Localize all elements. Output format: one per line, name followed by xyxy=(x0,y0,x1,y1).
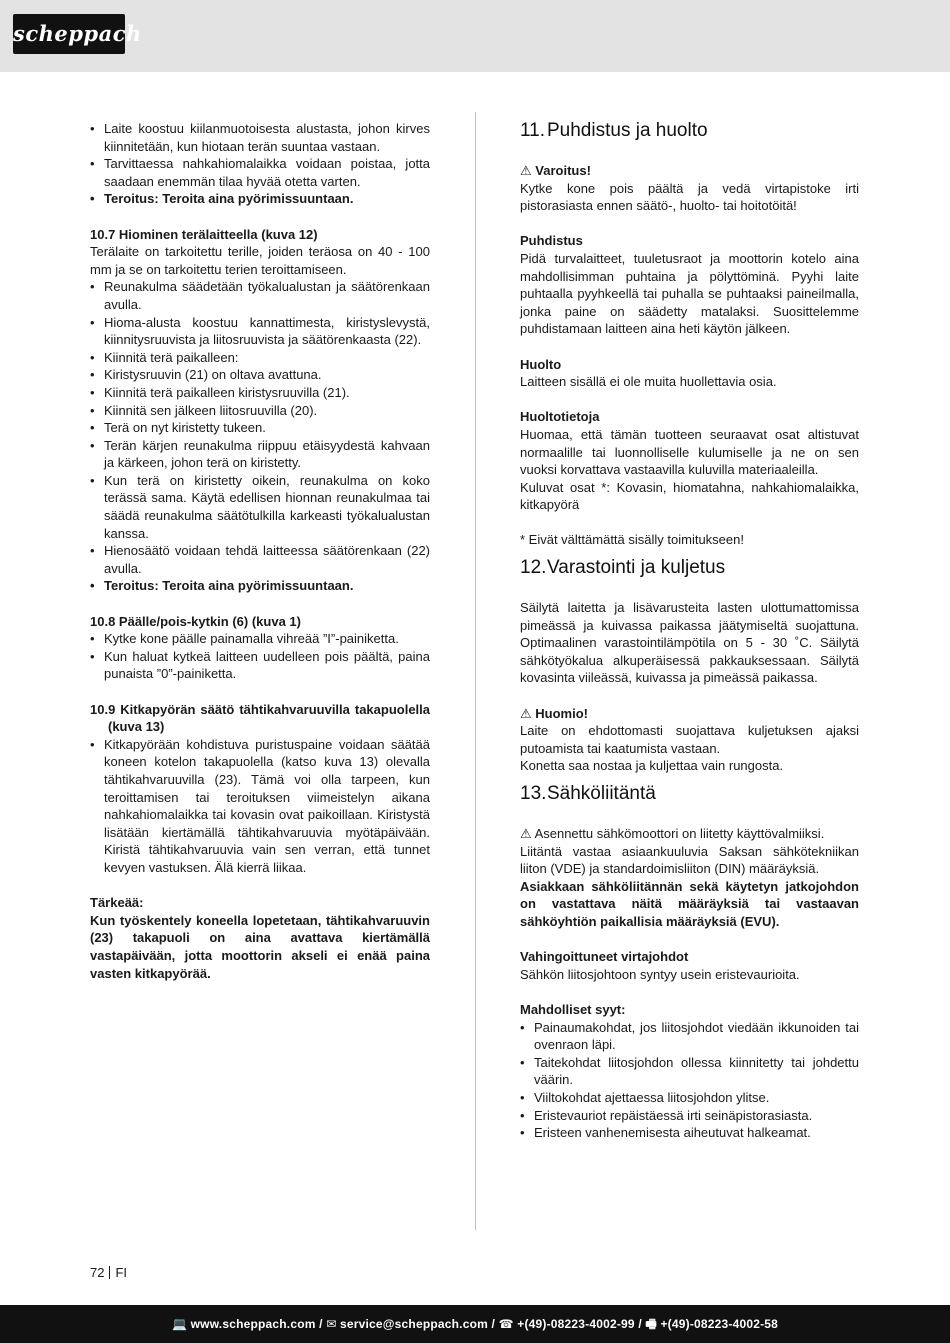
notice-heading xyxy=(520,705,859,723)
list-item: • Kiinnitä sen jälkeen liitosruuvilla (20). xyxy=(90,402,430,420)
list-item: • Eristevauriot repäistäessä irti seinäpistorasiasta. xyxy=(520,1107,859,1125)
list-item: • Hienosäätö voidaan tehdä laitteessa säätörenkaan (22) avulla. xyxy=(90,542,430,577)
list-item: • Kitkapyörään kohdistuva puristuspaine voidaan säätää koneen kotelon takapuolella (katso kuva 13) olevalla tähtikahvaruuvilla (23). Tämä voi olla tarpeen, kun teroittamisen tai teroituksen viimeistelyn aikana nahkahiomalaikka tai kovasin ovat paikoillaan. Kiristystä lisätään kiertämällä tähtikahvaruuvia myötäpäivään. Kiristä tähtikahvaruuvia vain sen verran, että tunnet kevyen vastuksen. Älä kierrä liikaa. xyxy=(90,736,430,877)
cleaning-heading: Puhdistus xyxy=(520,233,583,249)
electrical-bold-text: Asiakkaan sähköliitännän sekä käytetyn jatkojohdon on vastattava näitä määräyksiä tai vastaavan sähköyhtiön paikallisia määräyksiä (EVU). xyxy=(520,878,859,929)
service-heading: Huoltotietoja xyxy=(520,409,600,425)
section-heading-10-7: 10.7 Hiominen terälaitteella (kuva 12) xyxy=(90,226,318,242)
list-item-bold: • Teroitus: Teroita aina pyörimissuuntaan. xyxy=(90,577,430,595)
list-item-bold: • Teroitus: Teroita aina pyörimissuuntaan. xyxy=(90,190,430,208)
section-title-13 xyxy=(520,783,859,805)
list-item: • Eristeen vanhenemisesta aiheutuvat halkeamat. xyxy=(520,1124,859,1142)
list-item: • Kiinnitä terä paikalleen: xyxy=(90,349,430,367)
list-item: • Terän kärjen reunakulma riippuu etäisyydestä kahvaan ja kärkeen, johon terä on kiristetty. xyxy=(90,437,430,472)
warning-icon: ⚠ xyxy=(520,163,532,178)
section-title-11 xyxy=(520,120,859,142)
list-10-8 xyxy=(90,630,430,683)
list-item: • Painaumakohdat, jos liitosjohdot viedään ikkunoiden tai ovenraon läpi. xyxy=(520,1019,859,1054)
list-item: • Kiinnitä terä paikalleen kiristysruuvilla (21). xyxy=(90,384,430,402)
left-column xyxy=(90,120,430,982)
list-item: • Hioma-alusta koostuu kannattimesta, kiristyslevystä, kiinnitysruuvista ja liitosruuvista ja säätörenkaasta (22). xyxy=(90,314,430,349)
electrical-intro-text: Asennettu sähkömoottori on liitetty käyttövalmiiksi. xyxy=(534,826,825,841)
page-number xyxy=(90,1265,127,1280)
page-number-separator xyxy=(109,1266,110,1279)
list-item: • Reunakulma säädetään työkalualustan ja säätörenkaan avulla. xyxy=(90,278,430,313)
service-text: Huomaa, että tämän tuotteen seuraavat osat altistuvat normaalille tai luonnolliselle kulumiselle ja ne on sen vuoksi korvattava vastaavilla kuluvilla materiaaleilla. xyxy=(520,426,859,478)
warning-text: Kytke kone pois päältä ja vedä virtapistoke irti pistorasiasta ennen säätö-, huolto- tai hoitotöitä! xyxy=(520,180,859,214)
section-title-text: Varastointi ja kuljetus xyxy=(547,557,726,579)
section-title-text: Sähköliitäntä xyxy=(547,783,656,804)
cleaning-text: Pidä turvalaitteet, tuuletusraot ja moottorin kotelo aina mahdollisimman puhtaina ja pölyttöminä. Pyyhi laite puhtaalla pyyhkeellä tai puhalla se puhtaaksi paineilmalla, jonka paine on säädetty matalaksi. Suosittelemme puhdistamaan laitteen aina heti käytön jälkeen. xyxy=(520,250,859,337)
right-column xyxy=(520,120,859,1142)
important-text: Kun työskentely koneella lopetetaan, tähtikahvaruuvin (23) takapuoli on aina avattava kiertämällä vastapäivään, jotta moottorin akseli ei enää paina vasten kitkapyörää. xyxy=(90,912,430,981)
scheppach-logo: scheppach xyxy=(13,14,125,54)
list-item: • Kun terä on kiristetty oikein, reunakulma on koko terässä sama. Käytä edellisen hionnan reunakulmaa tai säädä reunakulma säätötulkilla karkeasti työkalualustan kanssa. xyxy=(90,472,430,542)
section-title-12 xyxy=(520,557,859,579)
warning-label: Varoitus! xyxy=(535,163,591,178)
causes-heading: Mahdolliset syyt: xyxy=(520,1001,626,1017)
causes-list xyxy=(520,1019,859,1142)
list-item: • Viiltokohdat ajettaessa liitosjohdon ylitse. xyxy=(520,1089,859,1107)
damaged-cables-heading: Vahingoittuneet virtajohdot xyxy=(520,949,689,965)
column-divider xyxy=(475,112,476,1230)
warning-icon: ⚠ xyxy=(520,826,532,841)
notice-text: Konetta saa nostaa ja kuljettaa vain rungosta. xyxy=(520,758,784,774)
contact-footer: 💻 www.scheppach.com / ✉ service@scheppach.com / ☎ +(49)-08223-4002-99 / 🖷 +(49)-08223-4002-58 xyxy=(0,1305,950,1343)
list-item: • Kiristysruuvin (21) on oltava avattuna. xyxy=(90,366,430,384)
warning-heading xyxy=(520,162,859,180)
important-label: Tärkeää: xyxy=(90,895,144,911)
list-item: • Kytke kone päälle painamalla vihreää ”I”-painiketta. xyxy=(90,630,430,648)
notice-label: Huomio! xyxy=(535,705,588,721)
intro-list xyxy=(90,120,430,208)
electrical-standards-text: Liitäntä vastaa asiaankuuluvia Saksan sähkötekniikan liiton (VDE) ja standardoimisliiton (DIN) määräyksiä. xyxy=(520,843,859,877)
wear-parts-text: Kuluvat osat *: Kovasin, hiomatahna, nahkahiomalaikka, kitkapyörä xyxy=(520,479,859,513)
section-number: 13. xyxy=(520,783,547,804)
page-number-value: 72 xyxy=(90,1265,105,1280)
section-heading-10-8: 10.8 Päälle/pois-kytkin (6) (kuva 1) xyxy=(90,613,301,629)
section-title-text: Puhdistus ja huolto xyxy=(547,120,708,141)
maintenance-text: Laitteen sisällä ei ole muita huollettavia osia. xyxy=(520,374,777,390)
list-item: • Kun haluat kytkeä laitteen uudelleen pois päältä, paina punaista ”0”-painiketta. xyxy=(90,648,430,683)
damaged-cables-text: Sähkön liitosjohtoon syntyy usein eristevaurioita. xyxy=(520,966,800,982)
notice-text: Laite on ehdottomasti suojattava kuljetuksen ajaksi putoamista tai kaatumista vastaan. xyxy=(520,723,859,756)
list-item: • Laite koostuu kiilanmuotoisesta alustasta, johon kirves kiinnitetään, kun hiotaan terän suuntaa vastaan. xyxy=(90,120,430,155)
section-number: 12. xyxy=(520,557,547,579)
list-10-7 xyxy=(90,278,430,595)
warning-icon: ⚠ xyxy=(520,705,532,721)
list-10-9 xyxy=(90,736,430,877)
footnote-text: * Eivät välttämättä sisälly toimitukseen! xyxy=(520,532,744,548)
maintenance-heading: Huolto xyxy=(520,356,562,372)
list-item: • Taitekohdat liitosjohdon ollessa kiinnitetty tai johdettu väärin. xyxy=(520,1054,859,1089)
list-item: • Tarvittaessa nahkahiomalaikka voidaan poistaa, jotta saadaan enemmän tilaa hyvää otetta varten. xyxy=(90,155,430,190)
language-code: FI xyxy=(115,1265,128,1280)
section-heading-10-9: 10.9 Kitkapyörän säätö tähtikahvaruuvilla takapuolella (kuva 13) xyxy=(90,701,430,735)
section-text-10-7: Terälaite on tarkoitettu terille, joiden teräosa on 40 - 100 mm ja se on tarkoitettu terien teroittamiseen. xyxy=(90,244,430,277)
storage-text: Säilytä laitetta ja lisävarusteita lasten ulottumattomissa pimeässä ja kuivassa paikassa jäätymiseltä suojattuna. Optimaalinen varastointilämpötila on 5 - 30 ˚C. Säilytä sähkötyökalua alkuperäisessä pakkauksessaan. Säilytä kovasinta viileässä, kuivassa ja pimeässä paikassa. xyxy=(520,600,859,686)
section-number: 11. xyxy=(520,120,546,141)
electrical-intro xyxy=(520,825,859,843)
list-item: • Terä on nyt kiristetty tukeen. xyxy=(90,419,430,437)
page-header xyxy=(0,0,950,72)
